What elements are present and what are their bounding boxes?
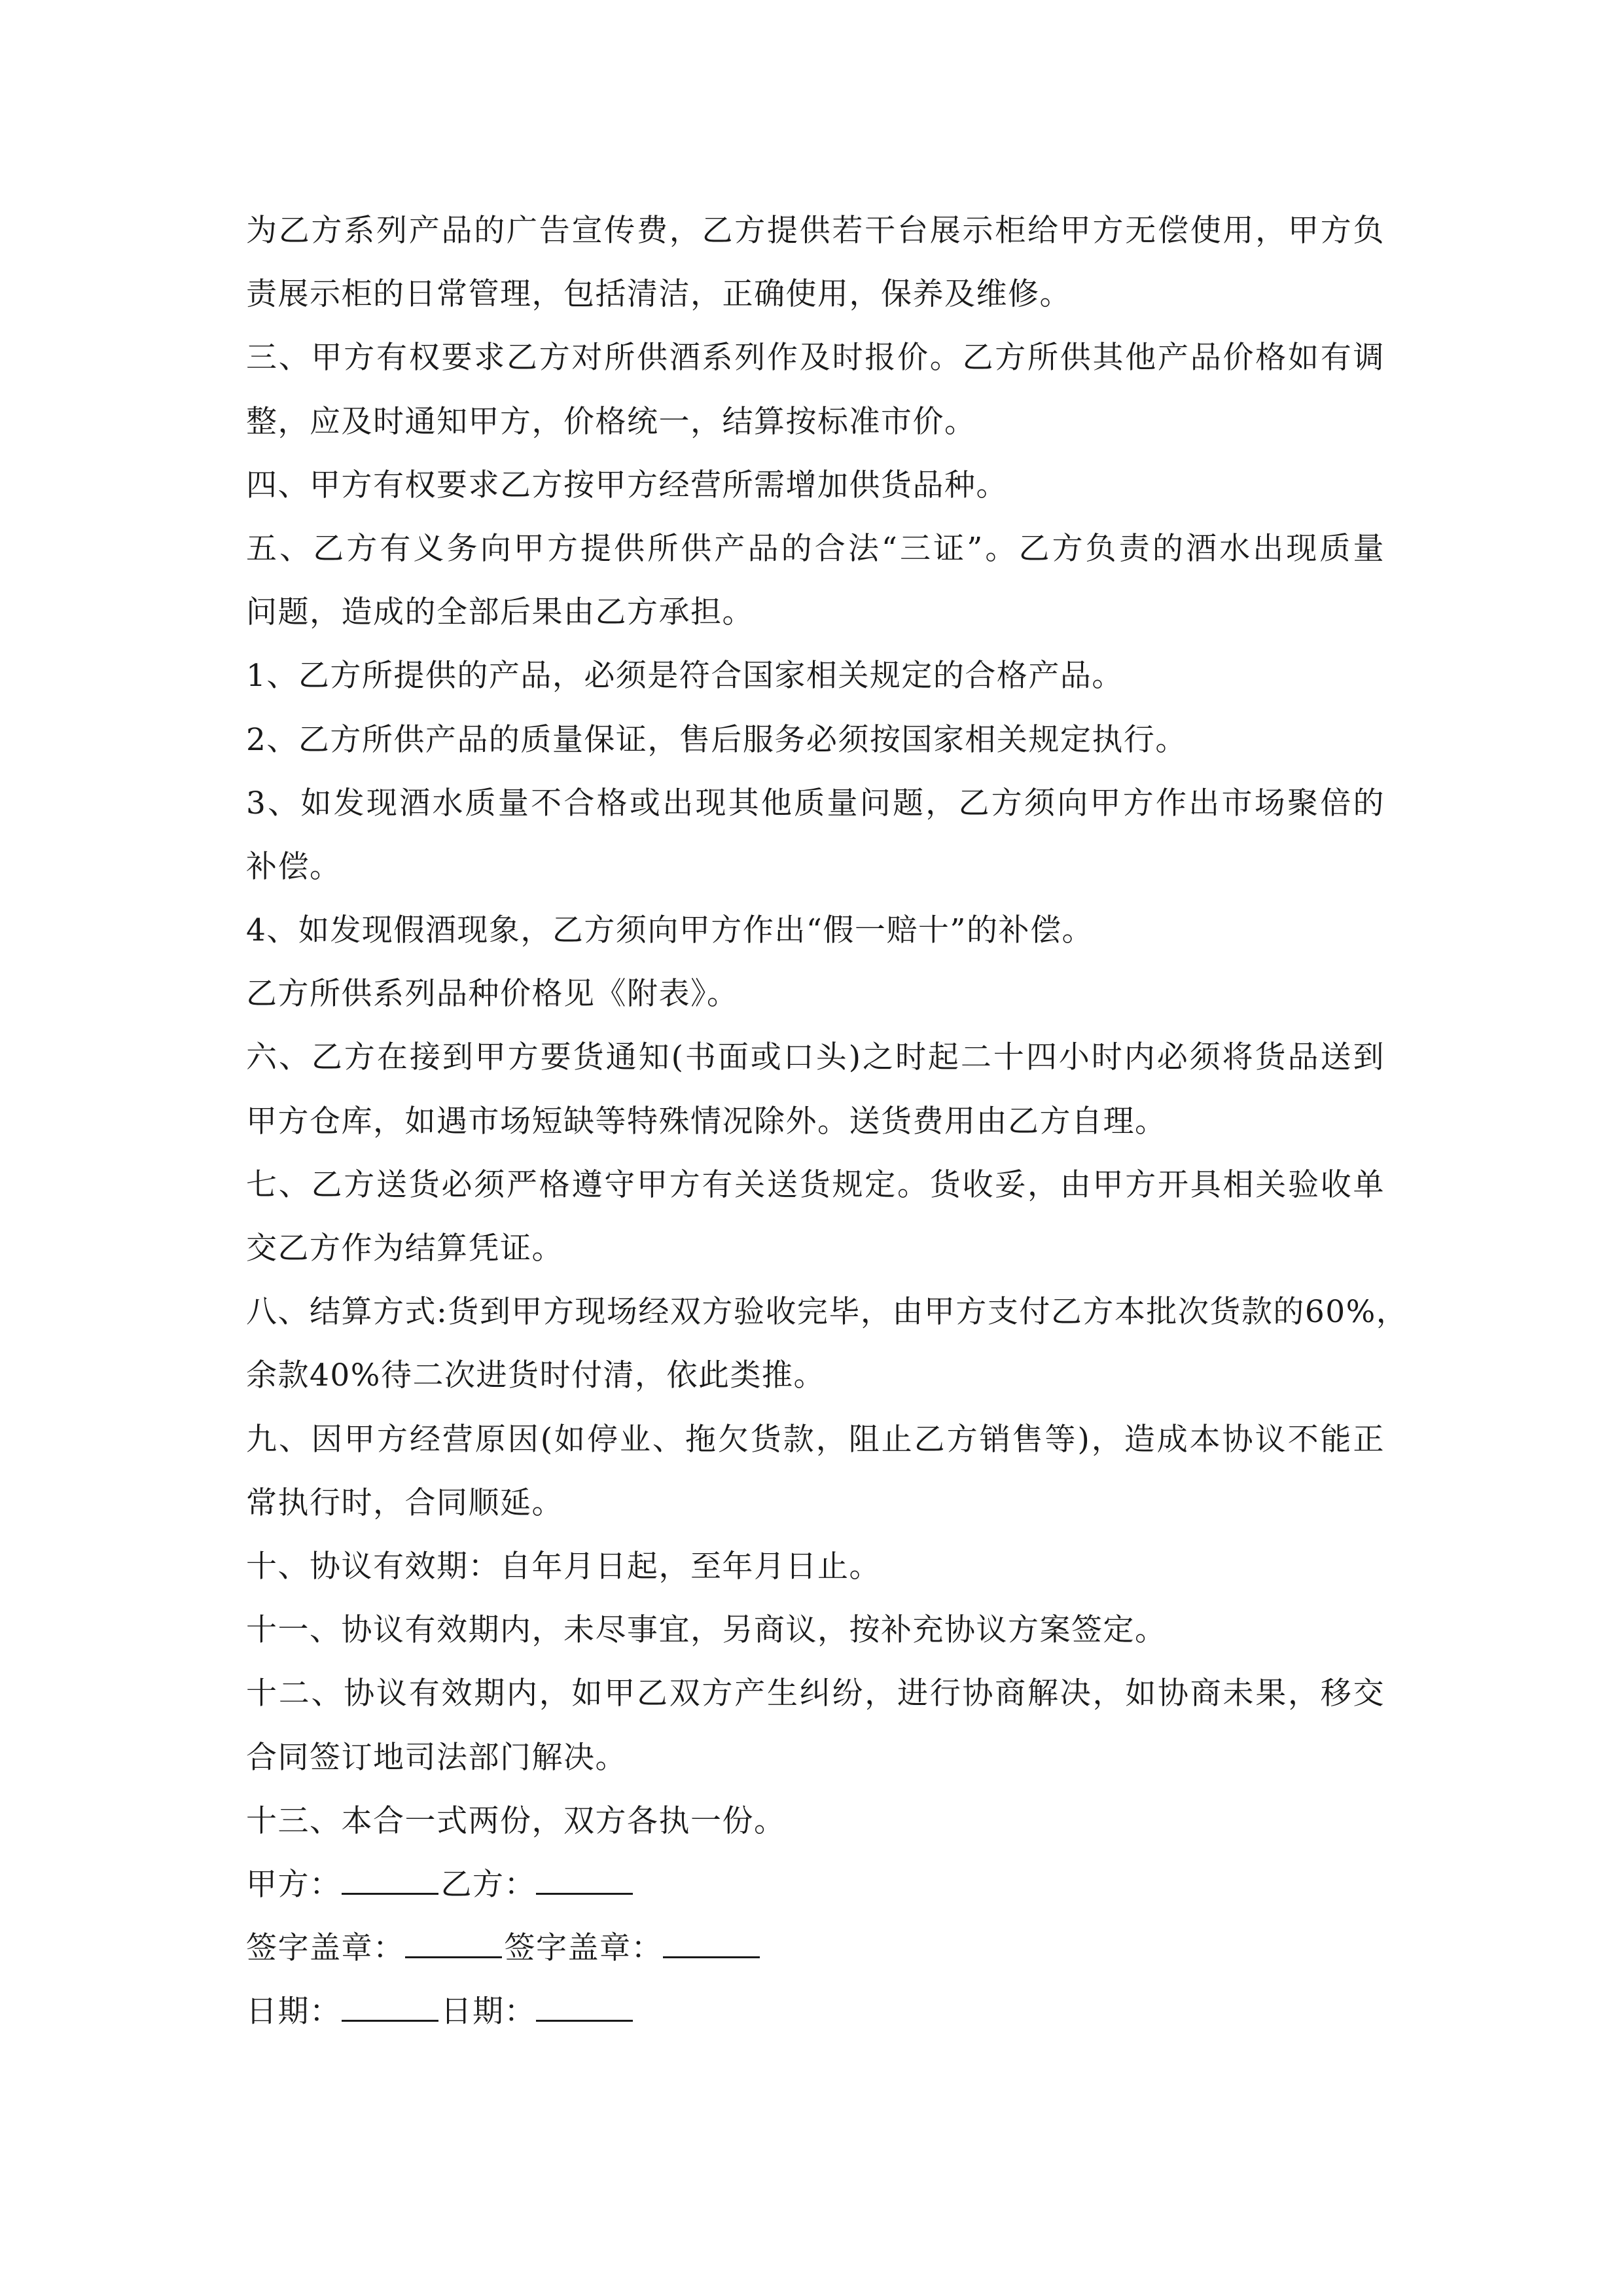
clause-4-line: 四、甲方有权要求乙方按甲方经营所需增加供货品种。 [246, 467, 1008, 503]
seal-a-label: 签字盖章： [246, 1930, 405, 1967]
clause-6-line: 六、乙方在接到甲方要货通知(书面或口头)之时起二十四小时内必须将货品送到 [246, 1039, 1385, 1076]
party-signature-row [246, 1853, 1385, 1916]
clause-12-line: 十二、协议有效期内，如甲乙双方产生纠纷，进行协商解决，如协商未果，移交 [246, 1676, 1385, 1712]
seal-b-blank [663, 1928, 760, 1958]
clause-8-line: 余款40%待二次进货时付清，依此类推。 [246, 1357, 825, 1394]
paragraph-line: 为乙方系列产品的广告宣传费，乙方提供若干台展示柜给甲方无偿使用，甲方负 [246, 213, 1385, 249]
paragraph-line: 责展示柜的日常管理，包括清洁，正确使用，保养及维修。 [246, 276, 1071, 313]
date-b-blank [536, 1991, 633, 2022]
party-b-label: 乙方： [440, 1866, 536, 1903]
clause-9-line: 九、因甲方经营原因(如停业、拖欠货款，阻止乙方销售等)，造成本协议不能正 [246, 1421, 1385, 1458]
sub-clause-2-line: 2、乙方所供产品的质量保证，售后服务必须按国家相关规定执行。 [246, 721, 1187, 758]
seal-signature-row [246, 1916, 1385, 1980]
clause-12-line: 合同签订地司法部门解决。 [246, 1739, 627, 1776]
clause-5-line: 五、乙方有义务向甲方提供所供产品的合法“三证”。乙方负责的酒水出现质量 [246, 530, 1385, 567]
clause-3-line: 整，应及时通知甲方，价格统一，结算按标准市价。 [246, 403, 976, 440]
clause-7-line: 七、乙方送货必须严格遵守甲方有关送货规定。货收妥，由甲方开具相关验收单 [246, 1166, 1385, 1203]
clause-7-line: 交乙方作为结算凭证。 [246, 1230, 563, 1266]
sub-clause-3-line: 补偿。 [246, 848, 342, 885]
clause-8-line: 八、结算方式:货到甲方现场经双方验收完毕，由甲方支付乙方本批次货款的60%， [246, 1294, 1408, 1331]
clause-5-line: 问题，造成的全部后果由乙方承担。 [246, 594, 754, 631]
clause-6-line: 甲方仓库，如遇市场短缺等特殊情况除外。送货费用由乙方自理。 [246, 1103, 1167, 1139]
party-a-label: 甲方： [246, 1866, 342, 1903]
clause-9-line: 常执行时，合同顺延。 [246, 1484, 563, 1521]
seal-b-label: 签字盖章： [504, 1930, 663, 1967]
date-a-blank [342, 1991, 438, 2022]
clause-3-line: 三、甲方有权要求乙方对所供酒系列作及时报价。乙方所供其他产品价格如有调 [246, 340, 1385, 376]
party-b-blank [536, 1864, 633, 1895]
sub-clause-3-line: 3、如发现酒水质量不合格或出现其他质量问题，乙方须向甲方作出市场聚倍的 [246, 785, 1385, 821]
date-b-label: 日期： [440, 1994, 536, 2030]
price-list-note: 乙方所供系列品种价格见《附表》。 [246, 976, 739, 1013]
clause-11-line: 十一、协议有效期内，未尽事宜，另商议，按补充协议方案签定。 [246, 1612, 1167, 1649]
date-a-label: 日期： [246, 1994, 342, 2030]
party-a-blank [342, 1864, 438, 1895]
seal-a-blank [405, 1928, 502, 1958]
date-signature-row [246, 1980, 1385, 2043]
sub-clause-4-line: 4、如发现假酒现象，乙方须向甲方作出“假一赔十”的补偿。 [246, 912, 1094, 949]
sub-clause-1-line: 1、乙方所提供的产品，必须是符合国家相关规定的合格产品。 [246, 658, 1124, 694]
clause-10-line: 十、协议有效期：自年月日起，至年月日止。 [246, 1548, 881, 1585]
clause-13-line: 十三、本合一式两份，双方各执一份。 [246, 1803, 786, 1839]
contract-body [246, 199, 1408, 2043]
